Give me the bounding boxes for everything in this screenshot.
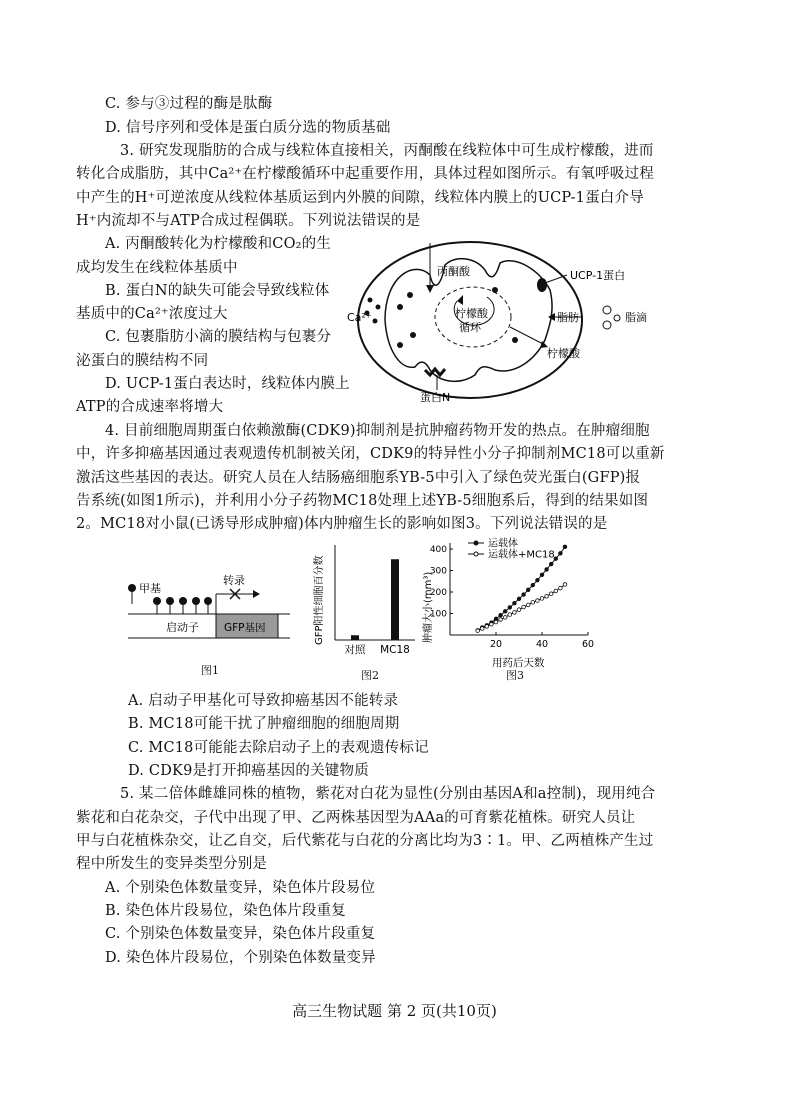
ucp-protein bbox=[537, 278, 547, 292]
q4-stem-line: 告系统(如图1所示)，并利用小分子药物MC18处理上述YB-5细胞系后，得到的结果如图 bbox=[76, 493, 649, 509]
ca-dot bbox=[512, 337, 518, 343]
protein-n bbox=[425, 369, 445, 375]
q4-stem-line: 2。MC18对小鼠(已诱导形成肿瘤)体内肿瘤生长的影响如图3。下列说法错误的是 bbox=[76, 516, 608, 532]
label-fat: 脂肪 bbox=[557, 311, 579, 324]
fig3-x-tick-label: 20 bbox=[489, 639, 503, 650]
q5-stem-line: 紫花和白花杂交，子代中出现了甲、乙两株基因型为AAa的可育紫花植株。研究人员让 bbox=[76, 810, 636, 826]
fig2-ylabel: GFP阳性细胞百分数 bbox=[314, 555, 325, 645]
fig3-data-point bbox=[536, 599, 540, 603]
q5-stem-line: 甲与白花植株杂交，让乙自交，后代紫花与白花的分离比均为3∶1。甲、乙两植株产生过 bbox=[76, 833, 654, 849]
q3-option-d: D. UCP-1蛋白表达时，线粒体内膜上 bbox=[105, 376, 350, 392]
fig3-data-point bbox=[499, 618, 503, 622]
q5-option-b: B. 染色体片段易位，染色体片段重复 bbox=[105, 903, 346, 919]
fig3-data-point bbox=[513, 611, 517, 615]
fig3-line-chart bbox=[420, 535, 600, 670]
fig3-data-point bbox=[559, 552, 563, 556]
q2-option-c: C. 参与③过程的酶是肽酶 bbox=[105, 96, 273, 112]
q4-option-b: B. MC18可能干扰了肿瘤细胞的细胞周期 bbox=[128, 716, 400, 732]
fig3-data-point bbox=[490, 622, 494, 626]
fig3-y-tick-label: 100 bbox=[429, 609, 447, 620]
q4-stem-line: 中，许多抑癌基因通过表观遗传机制被关闭，CDK9的特异性小分子抑制剂MC18可以重新 bbox=[76, 446, 665, 462]
fig3-data-point bbox=[540, 573, 544, 577]
fig3-data-point bbox=[549, 562, 553, 566]
q5-stem-line: 5. 某二倍体雌雄同株的植物，紫花对白花为显性(分别由基因A和a控制)，现用纯合 bbox=[120, 786, 656, 802]
fig1-reporter-diagram bbox=[128, 572, 298, 647]
fig2-x-tick-label: 对照 bbox=[344, 644, 366, 656]
fig3-data-point bbox=[563, 583, 567, 587]
q3-stem-line: 转化合成脂肪，其中Ca²⁺在柠檬酸循环中起重要作用，具体过程如图所示。有氧呼吸过程 bbox=[76, 166, 654, 182]
fat-droplet bbox=[603, 306, 611, 314]
fig3-data-point bbox=[517, 608, 521, 612]
page-footer: 高三生物试题 第 2 页(共10页) bbox=[292, 1002, 497, 1020]
q4-option-a: A. 启动子甲基化可导致抑癌基因不能转录 bbox=[128, 693, 399, 709]
ca-dot bbox=[368, 298, 373, 303]
q4-option-d: D. CDK9是打开抑癌基因的关键物质 bbox=[128, 763, 369, 779]
ca-dot bbox=[397, 304, 403, 310]
q5-option-a: A. 个别染色体数量变异，染色体片段易位 bbox=[105, 880, 376, 896]
ca-dot bbox=[397, 342, 403, 348]
fig3-data-point bbox=[549, 592, 553, 596]
q3-option-c-cont: 泌蛋白的膜结构不同 bbox=[76, 353, 209, 369]
label-pyruvate: 丙酮酸 bbox=[437, 265, 470, 278]
ca-dot bbox=[407, 292, 413, 298]
fig3-data-point bbox=[508, 606, 512, 610]
q5-option-c: C. 个别染色体数量变异，染色体片段重复 bbox=[105, 926, 376, 942]
label-cycle-1: 柠檬酸 bbox=[455, 307, 488, 320]
fig3-legend-label: 运载体+MC18 bbox=[488, 549, 555, 561]
ca-dot bbox=[492, 287, 498, 293]
fig1-methyl-label: 甲基 bbox=[139, 582, 161, 595]
fig3-data-point bbox=[480, 627, 484, 631]
fig3-data-point bbox=[522, 605, 526, 609]
q3-option-a-cont: 成均发生在线粒体基质中 bbox=[76, 260, 238, 276]
label-cycle-2: 循环 bbox=[459, 321, 481, 334]
q3-option-b-cont: 基质中的Ca²⁺浓度过大 bbox=[76, 306, 228, 322]
methyl-icon bbox=[166, 597, 174, 605]
fig3-data-point bbox=[513, 601, 517, 605]
label-citrate: 柠檬酸 bbox=[547, 347, 580, 360]
q3-option-d-cont: ATP的合成速率将增大 bbox=[76, 399, 224, 415]
label-ca: Ca²⁺ bbox=[347, 311, 372, 324]
methyl-icon bbox=[192, 597, 200, 605]
fig3-data-point bbox=[485, 625, 489, 629]
fig3-legend-marker bbox=[474, 552, 478, 556]
fig2-bar bbox=[391, 559, 399, 640]
fig3-data-point bbox=[503, 616, 507, 620]
fig3-data-point bbox=[559, 586, 563, 590]
fig3-xlabel: 用药后天数 bbox=[492, 657, 545, 669]
fig3-data-point bbox=[508, 613, 512, 617]
ca-dot bbox=[373, 319, 378, 324]
fig3-data-point bbox=[545, 568, 549, 572]
fig3-data-point bbox=[503, 610, 507, 614]
q4-option-c: C. MC18可能能去除启动子上的表观遗传标记 bbox=[128, 740, 429, 756]
fig2-bar bbox=[351, 635, 359, 640]
fig3-x-tick-label: 40 bbox=[535, 639, 549, 650]
label-ucp: UCP-1蛋白 bbox=[570, 269, 626, 282]
fig3-data-point bbox=[476, 629, 480, 633]
fig1-caption: 图1 bbox=[201, 664, 219, 677]
fig3-data-point bbox=[563, 545, 567, 549]
methyl-icon bbox=[128, 584, 136, 592]
q3-stem-line: H⁺内流却不与ATP合成过程偶联。下列说法错误的是 bbox=[76, 213, 421, 229]
fig3-data-point bbox=[540, 597, 544, 601]
fig3-data-point bbox=[531, 601, 535, 605]
fig3-y-tick-label: 400 bbox=[429, 545, 447, 555]
ca-dot bbox=[376, 305, 381, 310]
fig3-data-point bbox=[526, 588, 530, 592]
methyl-icon bbox=[179, 597, 187, 605]
fig3-data-point bbox=[494, 620, 498, 624]
fig2-x-tick-label: MC18 bbox=[380, 644, 410, 656]
fig1-gene-label: GFP基因 bbox=[224, 622, 266, 634]
fig3-ylabel: 肿瘤大小(mm³) bbox=[423, 571, 434, 643]
fig2-caption: 图2 bbox=[361, 669, 379, 682]
fig1-transcribe-label: 转录 bbox=[223, 574, 245, 587]
fig3-x-tick-label: 60 bbox=[581, 639, 595, 650]
mitochondrion-diagram bbox=[345, 235, 665, 410]
fig3-y-tick-label: 200 bbox=[429, 588, 447, 598]
fig3-data-point bbox=[554, 589, 558, 593]
q4-stem-line: 激活这些基因的表达。研究人员在人结肠癌细胞系YB-5中引入了绿色荧光蛋白(GFP)报 bbox=[76, 470, 641, 486]
fig3-data-point bbox=[531, 583, 535, 587]
q2-option-d: D. 信号序列和受体是蛋白质分选的物质基础 bbox=[105, 120, 391, 136]
q5-stem-line: 程中所发生的变异类型分别是 bbox=[76, 856, 268, 872]
fat-droplet bbox=[614, 315, 620, 321]
fig3-legend-marker bbox=[474, 541, 478, 545]
q4-stem-line: 4. 目前细胞周期蛋白依赖激酶(CDK9)抑制剂是抗肿瘤药物开发的热点。在肿瘤细胞 bbox=[105, 423, 650, 439]
fat-droplet bbox=[603, 321, 611, 329]
fig2-bar-chart bbox=[310, 540, 420, 665]
fig3-data-point bbox=[499, 613, 503, 617]
ca-dot bbox=[410, 332, 416, 338]
q3-option-a: A. 丙酮酸转化为柠檬酸和CO₂的生 bbox=[105, 236, 332, 252]
q3-stem-line: 3. 研究发现脂肪的合成与线粒体直接相关，丙酮酸在线粒体中可生成柠檬酸，进而 bbox=[120, 143, 654, 159]
label-protein-n: 蛋白N bbox=[420, 391, 451, 404]
fig3-data-point bbox=[536, 578, 540, 582]
methyl-icon bbox=[153, 597, 161, 605]
fig3-y-tick-label: 300 bbox=[429, 566, 447, 577]
fig3-data-point bbox=[526, 603, 530, 607]
q3-option-b: B. 蛋白N的缺失可能会导致线粒体 bbox=[105, 283, 330, 299]
methyl-icon bbox=[204, 597, 212, 605]
label-droplet: 脂滴 bbox=[625, 311, 647, 324]
q3-stem-line: 中产生的H⁺可逆浓度从线粒体基质运到内外膜的间隙，线粒体内膜上的UCP-1蛋白介导 bbox=[76, 190, 644, 206]
fig3-data-point bbox=[545, 595, 549, 599]
q5-option-d: D. 染色体片段易位，个别染色体数量变异 bbox=[105, 950, 376, 966]
fig3-caption: 图3 bbox=[506, 669, 524, 682]
fig3-data-point bbox=[522, 593, 526, 597]
fig3-legend-label: 运载体 bbox=[488, 538, 518, 550]
fig3-data-point bbox=[517, 597, 521, 601]
q3-option-c: C. 包裹脂肪小滴的膜结构与包裹分 bbox=[105, 329, 332, 345]
fig1-promoter-label: 启动子 bbox=[166, 621, 199, 634]
